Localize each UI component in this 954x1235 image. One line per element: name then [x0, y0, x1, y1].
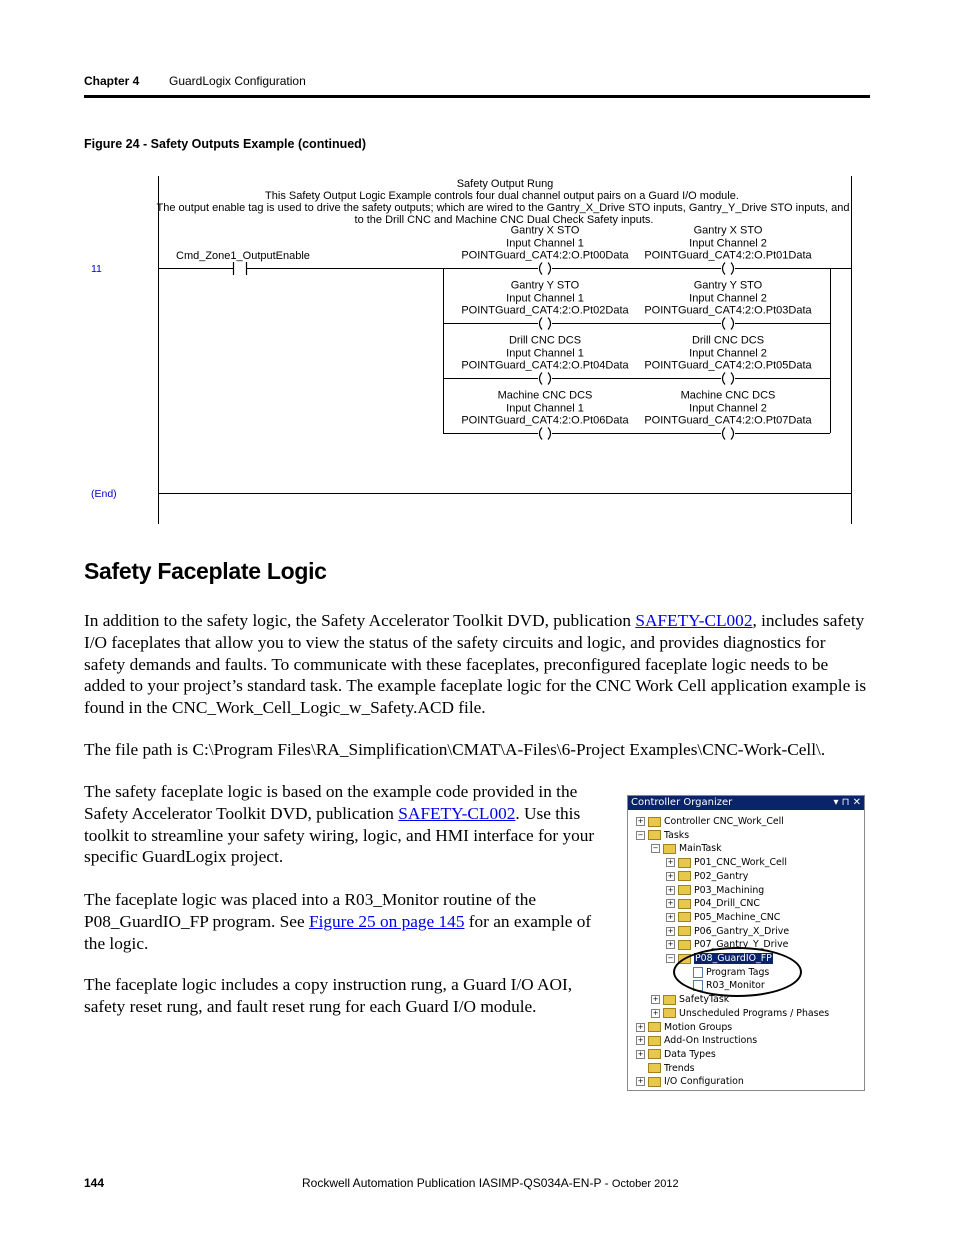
tree-item-label: P08_GuardIO_FP [695, 953, 772, 964]
coil-tag: POINTGuard_CAT4:2:O.Pt04Data [461, 359, 629, 372]
tree-item-label: P03_Machining [694, 884, 765, 896]
expand-icon[interactable]: + [667, 912, 674, 921]
coil-subdescription: Input Channel 2 [689, 402, 767, 415]
expand-icon[interactable]: + [667, 858, 674, 867]
folder-icon [678, 871, 691, 881]
tree-item[interactable] [666, 870, 748, 883]
chapter-label: Chapter 4 [84, 74, 140, 88]
publication-date: October 2012 [611, 1178, 679, 1190]
collapse-icon[interactable]: − [652, 844, 659, 853]
coil-subdescription: Input Channel 1 [506, 292, 584, 305]
collapse-icon[interactable]: − [637, 830, 644, 839]
tree-item-label: SafetyTask [679, 994, 730, 1006]
coil-description: Gantry X STO [693, 224, 763, 237]
figure-25-link[interactable]: Figure 25 on page 145 [308, 911, 465, 931]
paragraph-routine [84, 889, 606, 954]
folder-icon [648, 1063, 661, 1073]
expand-icon[interactable]: + [667, 926, 674, 935]
expand-icon[interactable]: + [667, 871, 674, 880]
rung-comment-line: to the Drill CNC and Machine CNC Dual Check Safety inputs. [354, 214, 654, 226]
expand-icon[interactable]: + [652, 1008, 659, 1017]
organizer-title: Controller Organizer [631, 797, 733, 808]
coil-subdescription: Input Channel 2 [689, 292, 767, 305]
publication-id: Rockwell Automation Publication IASIMP-QS034A-EN-P - [302, 1176, 612, 1190]
coil-subdescription: Input Channel 2 [689, 347, 767, 360]
coil-tag: POINTGuard_CAT4:2:O.Pt01Data [644, 249, 812, 262]
coil-description: Drill CNC DCS [508, 334, 582, 347]
tree-item[interactable] [636, 1048, 716, 1061]
section-title: Safety Faceplate Logic [84, 558, 327, 584]
folder-icon [678, 926, 691, 936]
folder-icon [678, 940, 691, 950]
coil-description: Gantry Y STO [510, 279, 580, 292]
highlight-circle [673, 947, 802, 997]
expand-icon[interactable]: + [667, 899, 674, 908]
tree-item[interactable] [666, 925, 789, 938]
folder-icon [663, 1008, 676, 1018]
tree-item-label: P02_Gantry [694, 870, 749, 882]
tree-item[interactable] [636, 829, 689, 842]
tree-item-label: I/O Configuration [664, 1076, 744, 1088]
tree-item[interactable] [636, 1075, 744, 1088]
chapter-title: GuardLogix Configuration [169, 74, 306, 88]
coil-subdescription: Input Channel 1 [506, 347, 584, 360]
publication-info [302, 1176, 679, 1190]
coil-subdescription: Input Channel 1 [506, 237, 584, 250]
tree-item-label: Trends [664, 1062, 695, 1074]
folder-icon [648, 817, 661, 827]
expand-icon[interactable]: + [637, 1036, 644, 1045]
coil-tag: POINTGuard_CAT4:2:O.Pt00Data [461, 249, 629, 262]
end-label: (End) [91, 488, 117, 500]
expand-icon[interactable]: + [637, 1077, 644, 1086]
tree-item-label: P04_Drill_CNC [694, 898, 760, 910]
text-run: The safety faceplate logic is based on the example code provided in the Safety Accelerator Toolkit DVD, publication [84, 782, 578, 823]
coil-tag: POINTGuard_CAT4:2:O.Pt02Data [461, 304, 629, 317]
tree-item-label: MainTask [679, 843, 722, 855]
figure-caption: Figure 24 - Safety Outputs Example (continued) [84, 137, 366, 151]
tree-item-label: Controller CNC_Work_Cell [664, 816, 784, 827]
coil-subdescription: Input Channel 1 [506, 402, 584, 415]
organizer-titlebar [628, 796, 864, 810]
tree-item-label: R03_Monitor [706, 980, 765, 992]
expand-icon[interactable]: + [637, 817, 644, 825]
expand-icon[interactable]: + [637, 1049, 644, 1058]
coil-description: Gantry X STO [510, 224, 580, 237]
rung-comment-line: This Safety Output Logic Example controls four dual channel output pairs on a Guard I/O module. [265, 190, 739, 202]
tree-item[interactable] [636, 815, 784, 828]
expand-icon[interactable]: + [637, 1022, 644, 1031]
folder-icon [663, 844, 676, 854]
safety-cl002-link[interactable]: SAFETY-CL002 [635, 611, 753, 630]
folder-icon [678, 912, 691, 922]
coil-description: Drill CNC DCS [691, 334, 765, 347]
tree-item-label: Unscheduled Programs / Phases [679, 1007, 830, 1019]
folder-icon [648, 1022, 661, 1032]
coil-tag: POINTGuard_CAT4:2:O.Pt05Data [644, 359, 812, 372]
paragraph-toolkit [84, 781, 606, 868]
rung-comment-line: The output enable tag is used to drive the safety outputs; which are wired to the Gantry_X_Drive STO inputs, Gantry_Y_Drive STO inputs, and [156, 202, 850, 214]
rung-number: 11 [91, 263, 102, 275]
expand-icon[interactable]: + [652, 995, 659, 1004]
coil-description: Machine CNC DCS [497, 389, 593, 402]
folder-icon [648, 830, 661, 840]
tree-item[interactable] [666, 884, 764, 897]
coil-subdescription: Input Channel 2 [689, 237, 767, 250]
folder-icon [678, 899, 691, 909]
tree-item[interactable] [651, 1007, 829, 1020]
collapse-icon[interactable]: − [667, 954, 674, 962]
tree-item[interactable] [636, 1021, 732, 1034]
paragraph-file-path: The file path is C:\Program Files\RA_Simplification\CMAT\A-Files\6-Project Examples\CNC-Work-Cell\. [84, 740, 826, 759]
text-run: . Use this toolkit to streamline your safety wiring, logic, and HMI interface for your specific GuardLogix project. [84, 803, 595, 867]
text-run: The faceplate logic was placed into a R03_Monitor routine of the P08_GuardIO_FP program. See [84, 890, 537, 931]
expand-icon[interactable]: + [667, 885, 674, 894]
folder-icon [678, 858, 691, 868]
tree-item-label: Tasks [664, 829, 690, 841]
coil-group [443, 225, 830, 440]
folder-icon [648, 1049, 661, 1059]
coil-tag: POINTGuard_CAT4:2:O.Pt03Data [644, 304, 812, 317]
text-run: for an example of the logic. [84, 911, 592, 953]
page-number: 144 [84, 1176, 105, 1190]
tree-item[interactable] [666, 856, 787, 869]
tree-item-label: P01_CNC_Work_Cell [694, 857, 788, 869]
tree-item[interactable] [651, 842, 722, 855]
tree-item-label: P07_Gantry_Y_Drive [694, 939, 789, 951]
tree-item-label: Data Types [664, 1048, 716, 1060]
safety-cl002-link[interactable]: SAFETY-CL002 [398, 803, 516, 823]
rung-comment-line: Safety Output Rung [456, 178, 554, 190]
tree-item-label: Add-On Instructions [664, 1035, 758, 1047]
tree-item-label: Motion Groups [664, 1021, 733, 1033]
controller-organizer [627, 795, 865, 1091]
text-run: , includes safety I/O faceplates that allow you to view the status of the safety circuits and logic, and provides diagnostics for safety demands and faults. To communicate with these faceplates, preconfigured faceplate logic needs to be added to your project’s standard task. The example faceplate logic for the CNC Work Cell application example is found in the CNC_Work_Cell_Logic_w_Safety.ACD file. [84, 611, 867, 718]
tree-item-label: P06_Gantry_X_Drive [694, 925, 790, 937]
coil-description: Gantry Y STO [693, 279, 763, 292]
paragraph-intro [84, 610, 870, 719]
folder-icon [648, 1077, 661, 1087]
expand-icon[interactable]: + [667, 940, 674, 949]
tree-item-label: Program Tags [706, 966, 770, 978]
tree-item[interactable] [666, 897, 760, 910]
coil-description: Machine CNC DCS [680, 389, 776, 402]
contact-tag: Cmd_Zone1_OutputEnable [176, 250, 310, 262]
ladder-diagram [0, 0, 954, 540]
window-buttons[interactable]: ▾ ⊓ ✕ [833, 797, 861, 808]
tree-item[interactable] [636, 1034, 757, 1047]
tree-item[interactable] [666, 911, 780, 924]
folder-icon [663, 995, 676, 1005]
coil-tag: POINTGuard_CAT4:2:O.Pt07Data [644, 414, 812, 427]
coil-tag: POINTGuard_CAT4:2:O.Pt06Data [461, 414, 629, 427]
folder-icon [678, 885, 691, 895]
paragraph-rungs: The faceplate logic includes a copy instruction rung, a Guard I/O AOI, safety reset rung, and fault reset rung for each Guard I/O module. [84, 975, 573, 1016]
text-run: In addition to the safety logic, the Safety Accelerator Toolkit DVD, publication [84, 611, 636, 630]
tree-item-label: P05_Machine_CNC [694, 911, 781, 923]
folder-icon [648, 1036, 661, 1046]
tree-item[interactable] [636, 1062, 695, 1075]
